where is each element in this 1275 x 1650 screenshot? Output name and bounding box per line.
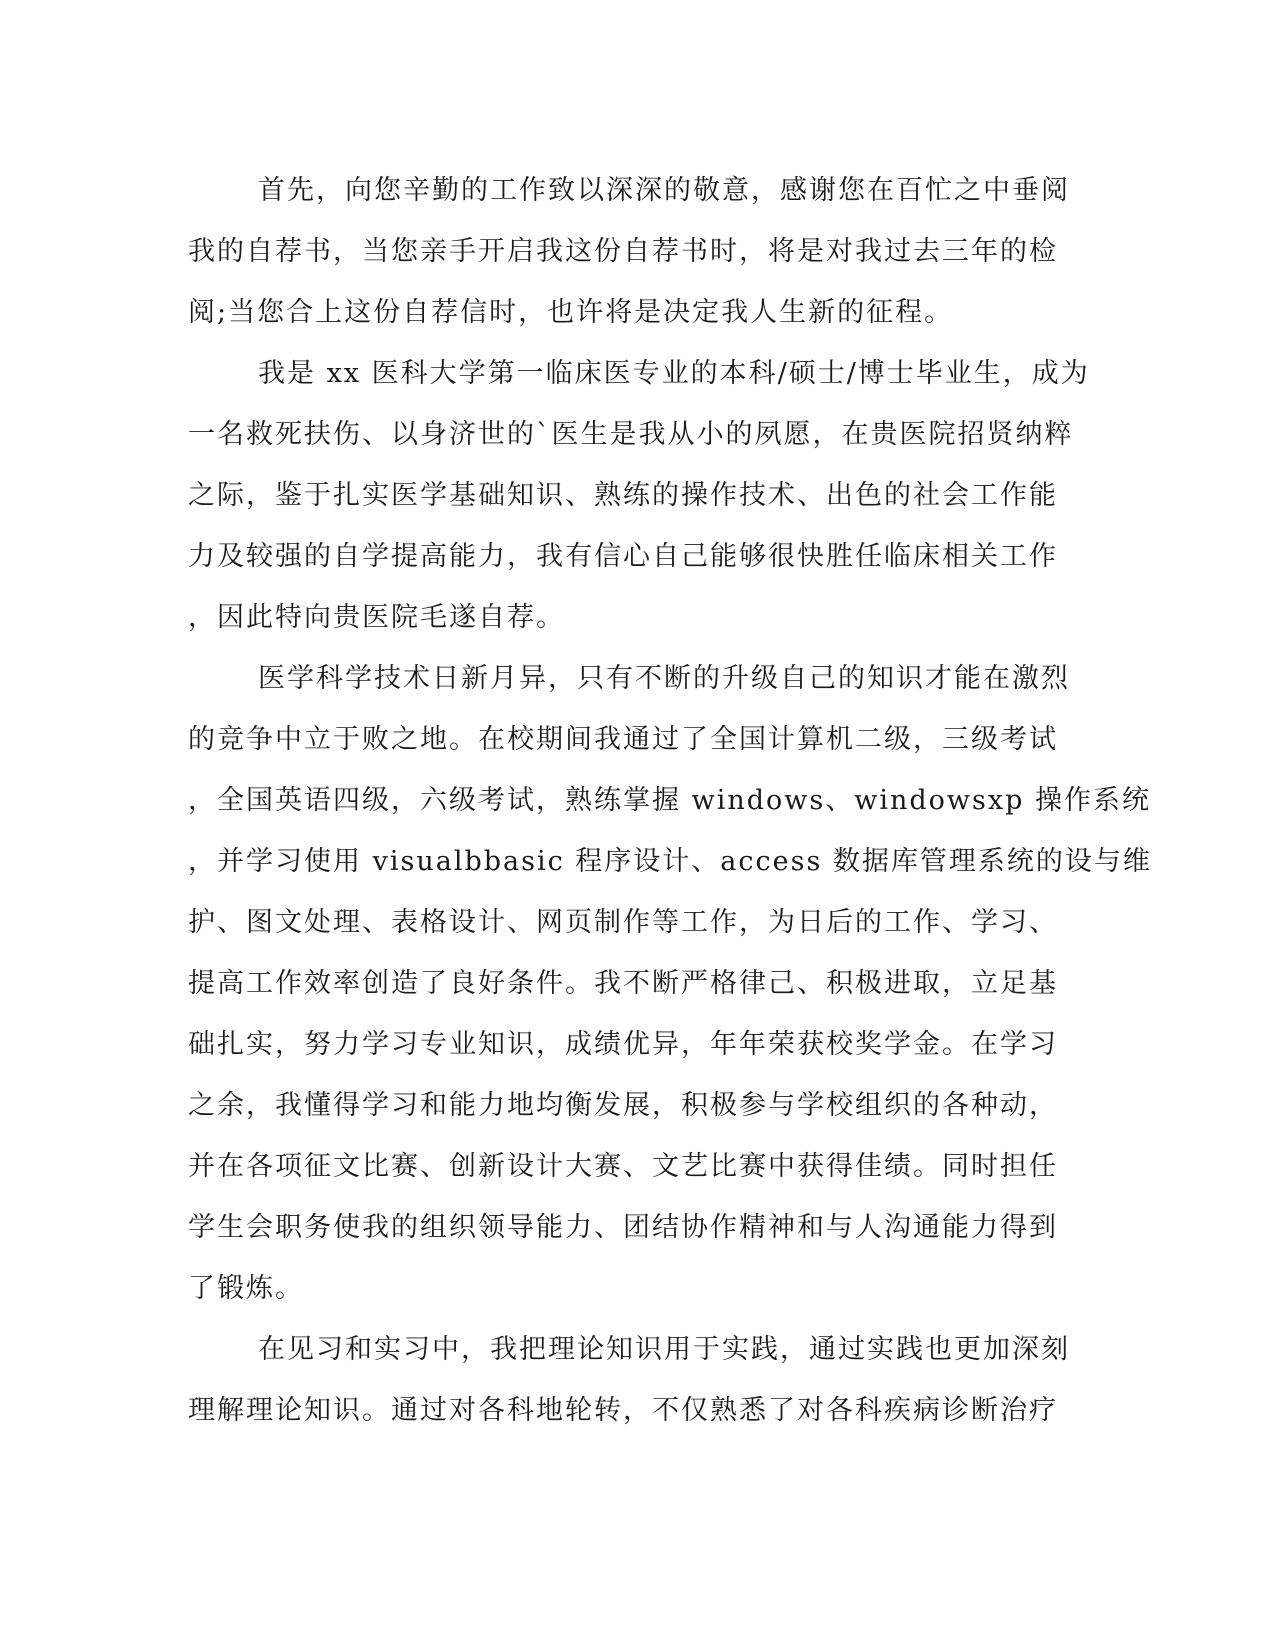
text-line: 在见习和实习中，我把理论知识用于实践，通过实践也更加深刻	[258, 1334, 1070, 1365]
text-line: ，全国英语四级，六级考试，熟练掌握 windows、windowsxp 操作系统	[188, 785, 1151, 816]
text-line: 之余，我懂得学习和能力地均衡发展，积极参与学校组织的各种动，	[188, 1090, 1058, 1121]
text-line: 我是 xx 医科大学第一临床医专业的本科/硕士/博士毕业生，成为	[258, 358, 1090, 389]
text-line: 提高工作效率创造了良好条件。我不断严格律己、积极进取，立足基	[188, 968, 1058, 999]
text-line: 我的自荐书，当您亲手开启我这份自荐书时，将是对我过去三年的检	[188, 236, 1058, 267]
text-line: 了锻炼。	[188, 1273, 304, 1304]
text-line: 并在各项征文比赛、创新设计大赛、文艺比赛中获得佳绩。同时担任	[188, 1151, 1058, 1182]
text-line: 医学科学技术日新月异，只有不断的升级自己的知识才能在激烈	[258, 663, 1070, 694]
text-line: 首先，向您辛勤的工作致以深深的敬意，感谢您在百忙之中垂阅	[258, 175, 1070, 206]
text-line: ，因此特向贵医院毛遂自荐。	[188, 602, 565, 633]
text-line: 的竞争中立于败之地。在校期间我通过了全国计算机二级，三级考试	[188, 724, 1058, 755]
text-line: 阅;当您合上这份自荐信时，也许将是决定我人生新的征程。	[188, 297, 954, 328]
text-line: 学生会职务使我的组织领导能力、团结协作精神和与人沟通能力得到	[188, 1212, 1058, 1243]
text-line: ，并学习使用 visualbbasic 程序设计、access 数据库管理系统的设与维	[188, 846, 1152, 877]
text-line: 力及较强的自学提高能力，我有信心自己能够很快胜任临床相关工作	[188, 541, 1058, 572]
text-line: 之际，鉴于扎实医学基础知识、熟练的操作技术、出色的社会工作能	[188, 480, 1058, 511]
text-line: 一名救死扶伤、以身济世的`医生是我从小的夙愿，在贵医院招贤纳粹	[188, 419, 1074, 450]
text-line: 理解理论知识。通过对各科地轮转，不仅熟悉了对各科疾病诊断治疗	[188, 1395, 1058, 1426]
text-line: 护、图文处理、表格设计、网页制作等工作，为日后的工作、学习、	[188, 907, 1058, 938]
letter-body	[188, 160, 1152, 1441]
text-line: 础扎实，努力学习专业知识，成绩优异，年年荣获校奖学金。在学习	[188, 1029, 1058, 1060]
